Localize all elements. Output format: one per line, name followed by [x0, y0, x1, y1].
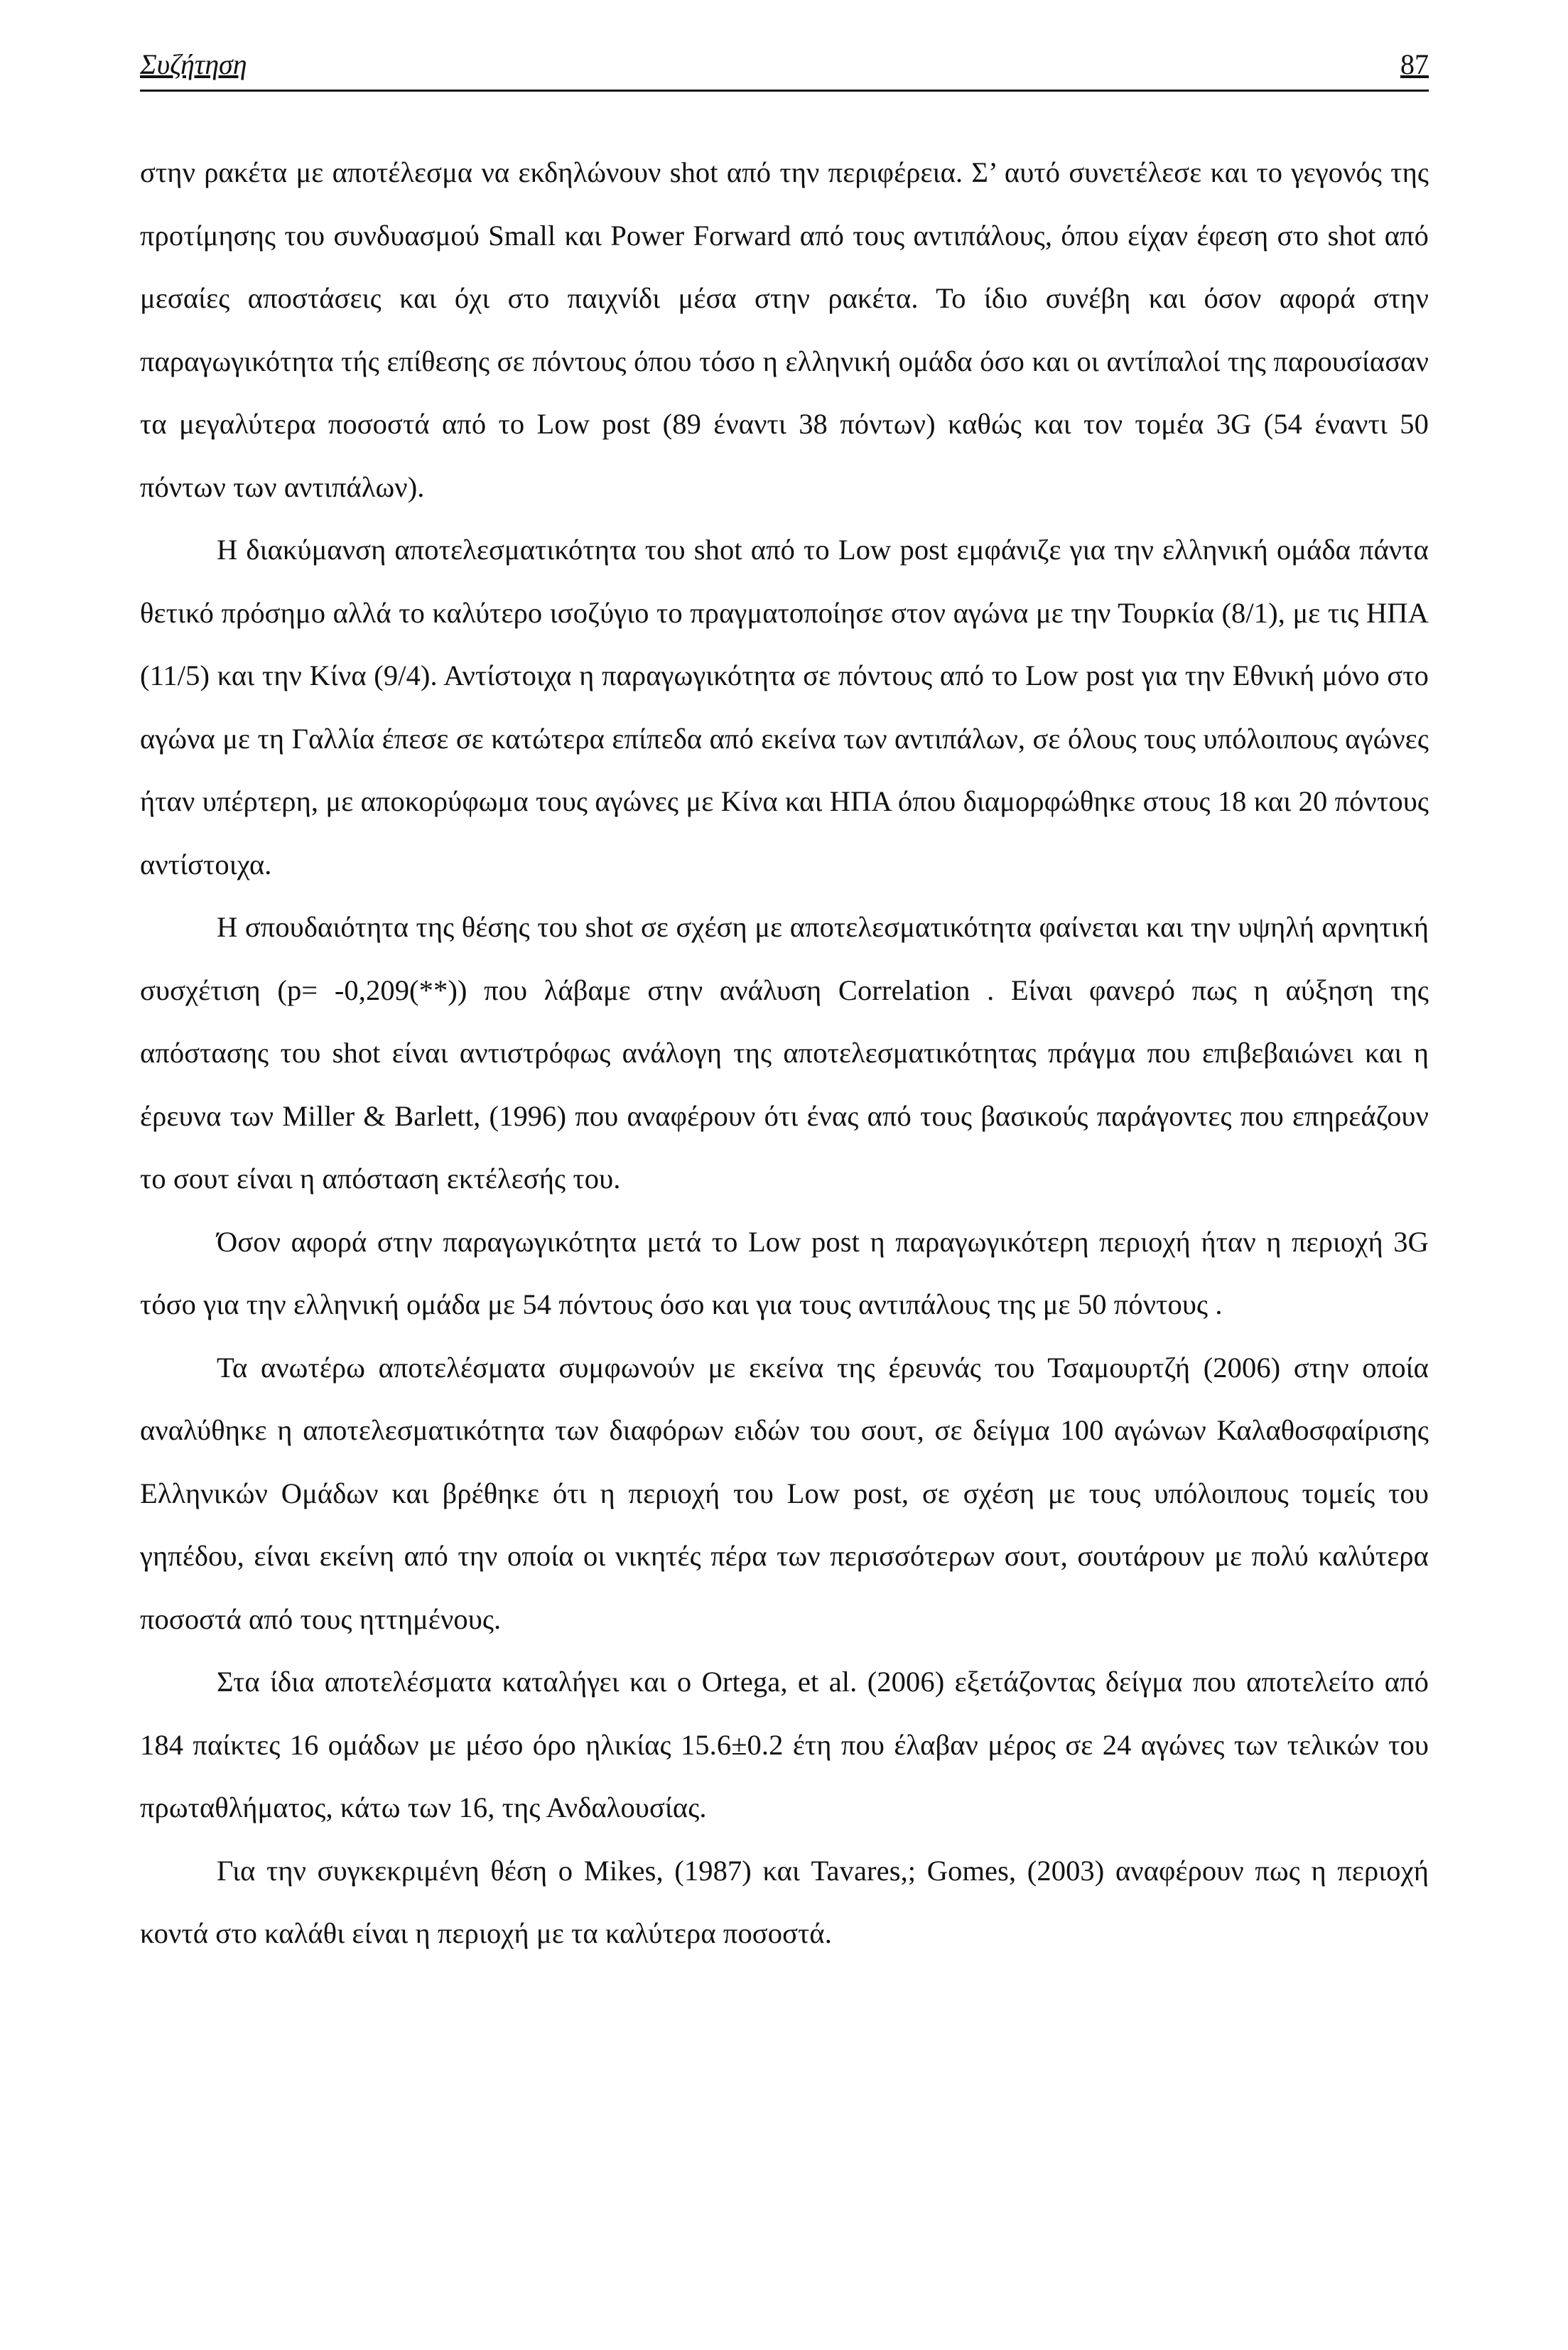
document-page: [140, 34, 1429, 1966]
paragraph-3: Η σπουδαιότητα της θέσης του shot σε σχέση με αποτελεσματικότητα φαίνεται και την υψηλή αρνητική συσχέτιση (p= -0,209(**)) που λάβαμε στην ανάλυση Correlation . Είναι φανερό πως η αύξηση της απόστασης του shot είναι αντιστρόφως ανάλογη της αποτελεσματικότητας πράγμα που επιβεβαιώνει και η έρευνα των Miller & Barlett, (1996) που αναφέρουν ότι ένας από τους βασικούς παράγοντες που επηρεάζουν το σουτ είναι η απόσταση εκτέλεσής του.: [140, 911, 1429, 1195]
paragraph-2: Η διακύμανση αποτελεσματικότητα του shot από το Low post εμφάνιζε για την ελληνική ομάδα πάντα θετικό πρόσημο αλλά το καλύτερο ισοζύγιο το πραγματοποίησε στον αγώνα με την Τουρκία (8/1), με τις ΗΠΑ (11/5) και την Κίνα (9/4). Αντίστοιχα η παραγωγικότητα σε πόντους από το Low post για την Εθνική μόνο στο αγώνα με τη Γαλλία έπεσε σε κατώτερα επίπεδα από εκείνα των αντιπάλων, σε όλους τους υπόλοιπους αγώνες ήταν υπέρτερη, με αποκορύφωμα τους αγώνες με Κίνα και ΗΠΑ όπου διαμορφώθηκε στους 18 και 20 πόντους αντίστοιχα.: [140, 534, 1429, 880]
page-number: 87: [1400, 48, 1429, 80]
paragraph-4: Όσον αφορά στην παραγωγικότητα μετά το Low post η παραγωγικότερη περιοχή ήταν η περιοχή 3G τόσο για την ελληνική ομάδα με 54 πόντους όσο και για τους αντιπάλους της με 50 πόντους .: [140, 1225, 1429, 1320]
body-text: [140, 141, 1429, 1966]
paragraph-7: Για την συγκεκριμένη θέση ο Mikes, (1987) και Tavares,; Gomes, (2003) αναφέρουν πως η περιοχή κοντά στο καλάθι είναι η περιοχή με τα καλύτερα ποσοστά.: [140, 1854, 1429, 1949]
section-title: Συζήτηση: [140, 48, 247, 80]
paragraph-6: Στα ίδια αποτελέσματα καταλήγει και ο Ortega, et al. (2006) εξετάζοντας δείγμα που αποτελείτο από 184 παίκτες 16 ομάδων με μέσο όρο ηλικίας 15.6±0.2 έτη που έλαβαν μέρος σε 24 αγώνες των τελικών του πρωταθλήματος, κάτω των 16, της Ανδαλουσίας.: [140, 1666, 1429, 1823]
paragraph-5: Τα ανωτέρω αποτελέσματα συμφωνούν με εκείνα της έρευνάς του Τσαμουρτζή (2006) στην οποία αναλύθηκε η αποτελεσματικότητα των διαφόρων ειδών του σουτ, σε δείγμα 100 αγώνων Καλαθοσφαίρισης Ελληνικών Ομάδων και βρέθηκε ότι η περιοχή του Low post, σε σχέση με τους υπόλοιπους τομείς του γηπέδου, είναι εκείνη από την οποία οι νικητές πέρα των περισσότερων σουτ, σουτάρουν με πολύ καλύτερα ποσοστά από τους ηττημένους.: [140, 1351, 1429, 1635]
running-header: [140, 34, 1429, 92]
paragraph-1: στην ρακέτα με αποτέλεσμα να εκδηλώνουν shot από την περιφέρεια. Σ’ αυτό συνετέλεσε και το γεγονός της προτίμησης του συνδυασμού Small και Power Forward από τους αντιπάλους, όπου είχαν έφεση στο shot από μεσαίες αποστάσεις και όχι στο παιχνίδι μέσα στην ρακέτα. Το ίδιο συνέβη και όσον αφορά στην παραγωγικότητα τής επίθεσης σε πόντους όπου τόσο η ελληνική ομάδα όσο και οι αντίπαλοί της παρουσίασαν τα μεγαλύτερα ποσοστά από το Low post (89 έναντι 38 πόντων) καθώς και τον τομέα 3G (54 έναντι 50 πόντων των αντιπάλων).: [140, 156, 1429, 503]
